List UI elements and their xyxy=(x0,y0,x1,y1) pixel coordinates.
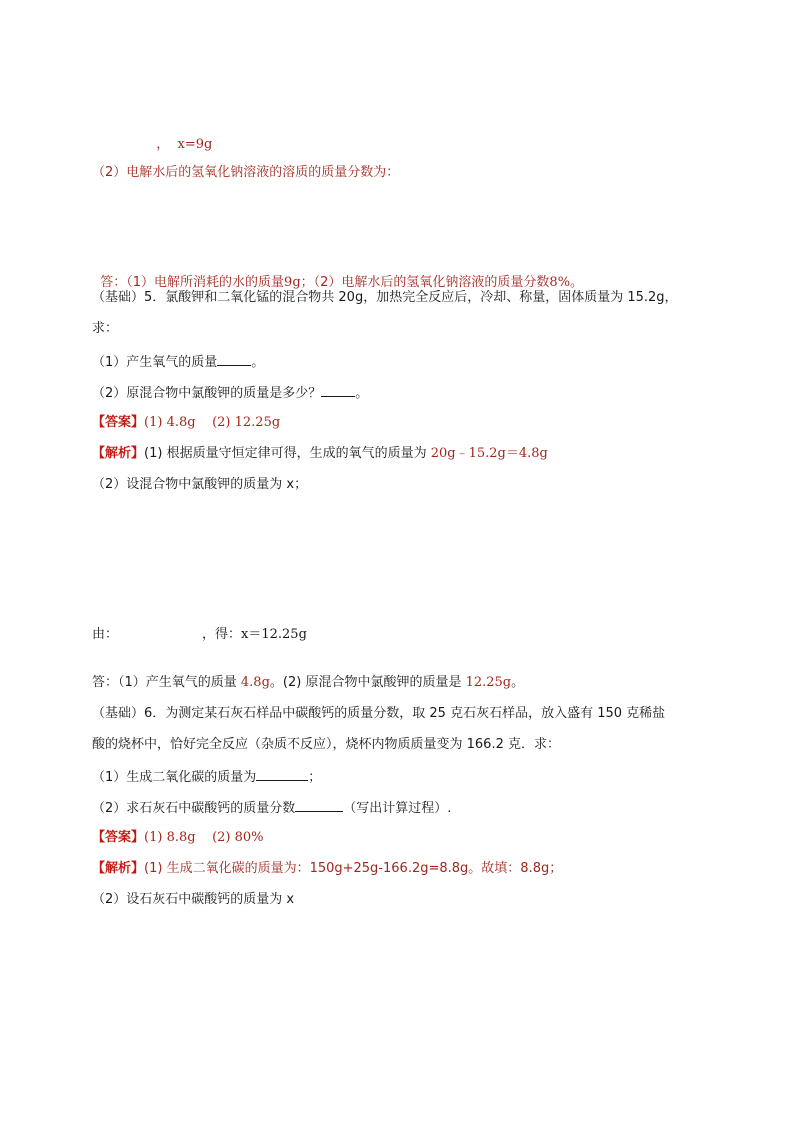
q6-sub2-end: （写出计算过程）. xyxy=(343,801,452,816)
q5-analysis-label: 【解析】 xyxy=(92,446,145,461)
q5-final-end: 。 xyxy=(511,675,525,690)
q5-sub1-blank xyxy=(217,352,251,366)
q5-solve-mid: ，得： xyxy=(202,627,242,642)
q4-answer-line xyxy=(92,256,583,292)
q6-setup: （2）设石灰石中碳酸钙的质量为 x xyxy=(92,892,295,907)
q6-sub1 xyxy=(92,767,321,787)
q5-final-v2: 12.25g xyxy=(465,675,512,690)
q5-solve-line xyxy=(92,626,307,644)
q4-answer-mid: ；（2）电解水后的氢氧化钠溶液的质量分数 xyxy=(300,275,550,290)
q6-sub2-text: （2）求石灰石中碳酸钙的质量分数 xyxy=(92,801,296,816)
q4-answer-v1: 9g xyxy=(284,275,301,290)
prev-result-line xyxy=(148,118,212,154)
q5-answer xyxy=(92,414,280,432)
q5-answer-values: (1) 4.8g (2) 12.25g xyxy=(144,415,281,430)
q6-sub1-blank xyxy=(256,767,308,781)
q5-solve-result: x＝12.25g xyxy=(241,627,307,642)
q5-setup: （2）设混合物中氯酸钾的质量为 x； xyxy=(92,477,308,492)
q5-analysis-text: (1) 根据质量守恒定律可得，生成的氧气的质量为 xyxy=(144,446,431,461)
q5-sub2-blank xyxy=(321,383,355,397)
q4-answer-prefix: 答：（1）电解所消耗的水的质量 xyxy=(100,275,285,290)
q5-analysis xyxy=(92,445,548,463)
q6-answer-values: (1) 8.8g (2) 80% xyxy=(144,830,264,845)
q5-stem-line1: （基础）5．氯酸钾和二氧化锰的混合物共 20g，加热完全反应后，冷却、称量，固体质量为 15.2g， xyxy=(92,290,678,305)
q6-analysis-text: (1) 生成二氧化碳的质量为：150g+25g-166.2g=8.8g。故填：8.8g； xyxy=(144,861,563,876)
q5-sub2 xyxy=(92,383,368,403)
q5-sub1-end: 。 xyxy=(251,355,265,370)
comma: ， xyxy=(156,137,170,152)
q6-sub1-end: ； xyxy=(308,770,322,785)
q5-sub1 xyxy=(92,352,264,372)
q6-sub1-text: （1）生成二氧化碳的质量为 xyxy=(92,770,257,785)
q5-final-answer xyxy=(92,674,524,692)
q5-solve-prefix: 由： xyxy=(92,627,119,642)
q6-answer-label: 【答案】 xyxy=(92,830,145,845)
q6-answer xyxy=(92,829,264,847)
q4-answer-end: 。 xyxy=(570,275,584,290)
q4-part2-intro: （2）电解水后的氢氧化钠溶液的溶质的质量分数为： xyxy=(92,165,400,180)
q5-sub2-text: （2）原混合物中氯酸钾的质量是多少？ xyxy=(92,386,322,401)
result-text: x=9g xyxy=(177,137,213,152)
q6-stem-line2: 酸的烧杯中，恰好完全反应（杂质不反应），烧杯内物质质量变为 166.2 克．求： xyxy=(92,737,560,752)
q5-final-v1: 4.8g xyxy=(240,675,270,690)
q5-sub1-text: （1）产生氧气的质量 xyxy=(92,355,218,370)
q5-stem-line2: 求： xyxy=(92,321,119,336)
q5-final-prefix: 答：（1）产生氧气的质量 xyxy=(92,675,241,690)
q5-analysis-value: 20g﹣15.2g＝4.8g xyxy=(430,446,548,461)
q4-answer-v2: 8% xyxy=(549,275,571,290)
q6-analysis xyxy=(92,860,562,878)
q5-sub2-end: 。 xyxy=(355,386,369,401)
q6-sub2-blank xyxy=(295,798,343,812)
q6-sub2 xyxy=(92,798,451,818)
q6-stem-line1: （基础）6．为测定某石灰石样品中碳酸钙的质量分数，取 25 克石灰石样品，放入盛有 150 克稀盐 xyxy=(92,706,666,721)
q6-analysis-label: 【解析】 xyxy=(92,861,145,876)
q5-answer-label: 【答案】 xyxy=(92,415,145,430)
q5-final-mid: 。(2) 原混合物中氯酸钾的质量是 xyxy=(269,675,466,690)
